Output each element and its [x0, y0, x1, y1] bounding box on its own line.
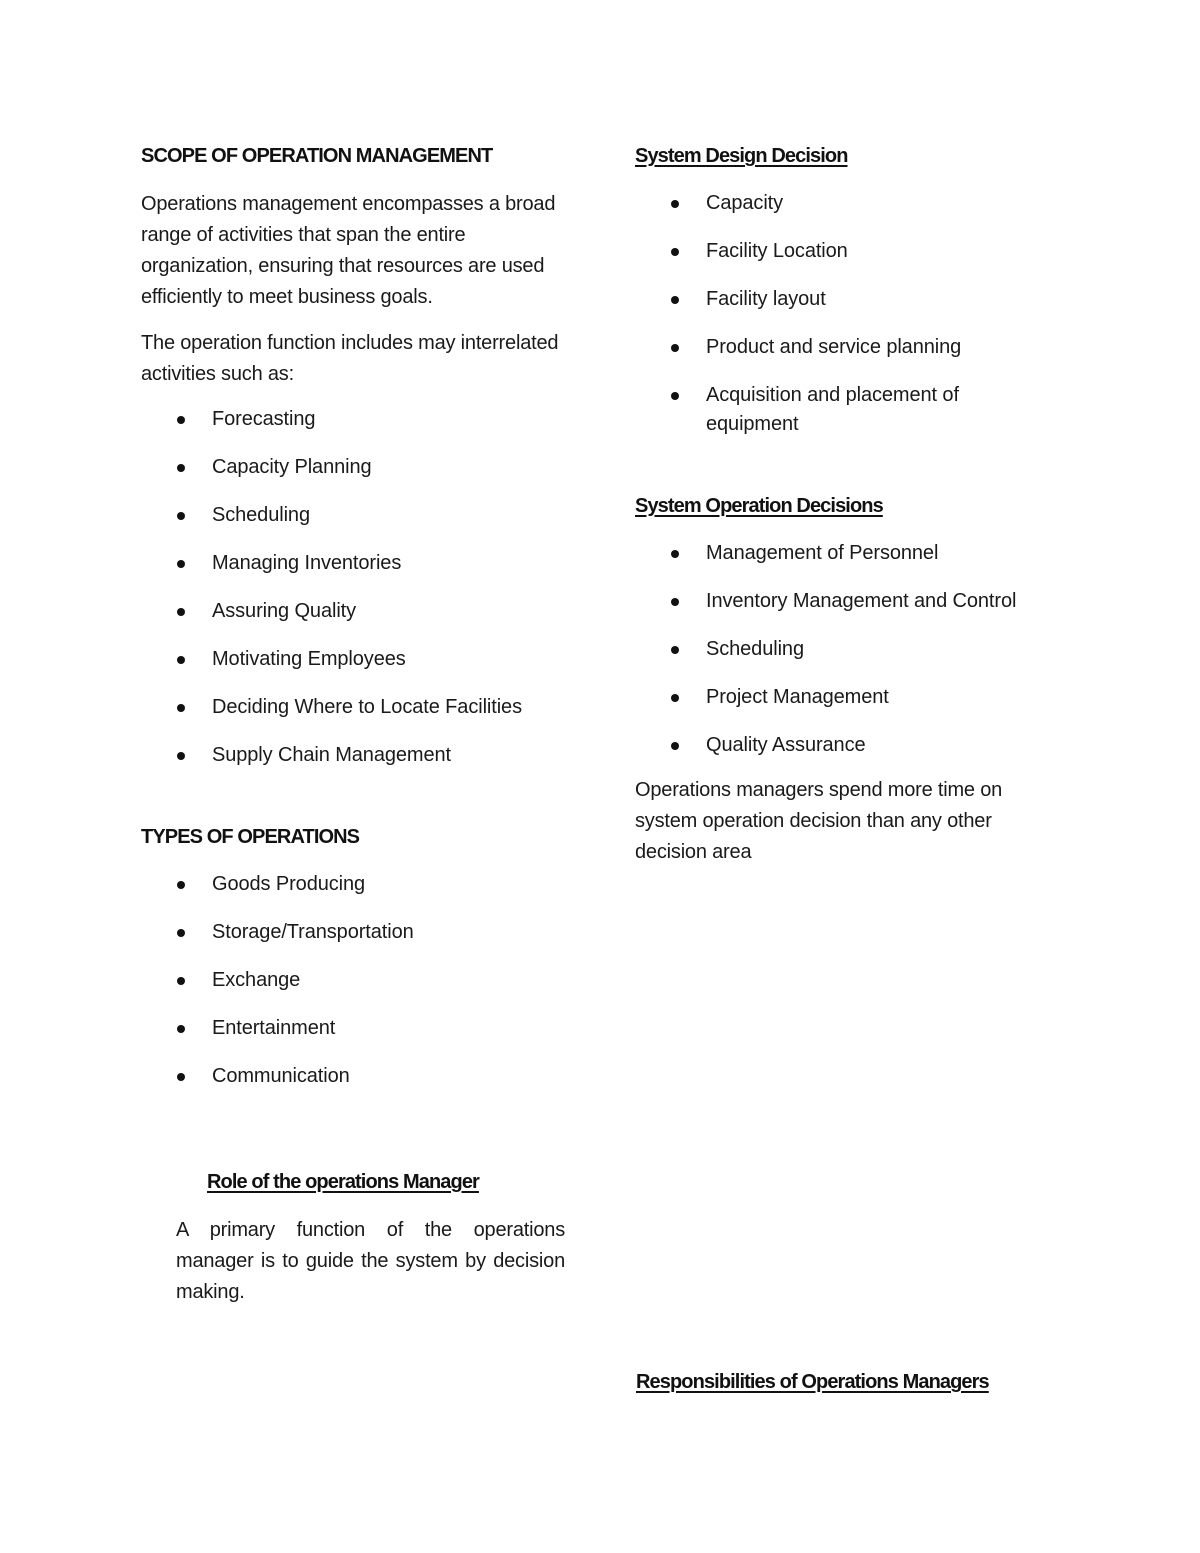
bullet-icon [671, 598, 679, 606]
bullet-icon [671, 344, 679, 352]
bullet-icon [177, 1025, 185, 1033]
design-heading: System Design Decision [635, 145, 848, 167]
bullet-icon [177, 464, 185, 472]
list-item-text: Deciding Where to Locate Facilities [212, 696, 522, 718]
list-item-text: Entertainment [212, 1017, 336, 1039]
types-heading: TYPES OF OPERATIONS [141, 826, 360, 848]
list-item [141, 501, 566, 530]
role-heading: Role of the operations Manager [207, 1171, 479, 1193]
list-item [635, 683, 1065, 712]
list-item-text: Capacity Planning [212, 456, 372, 478]
bullet-icon [177, 1073, 185, 1081]
bullet-icon [671, 646, 679, 654]
list-item [635, 635, 1065, 664]
list-item-text: Management of Personnel [706, 542, 939, 564]
operation-list [635, 539, 1065, 760]
list-item [141, 645, 566, 674]
list-item [635, 731, 1065, 760]
role-section [176, 1168, 565, 1323]
bullet-icon [671, 742, 679, 750]
bullet-icon [671, 694, 679, 702]
list-item [141, 453, 566, 482]
list-item-text: Project Management [706, 686, 889, 708]
list-item-text: Assuring Quality [212, 600, 357, 622]
bullet-icon [671, 392, 679, 400]
types-list [141, 870, 566, 1091]
list-item-text: Forecasting [212, 408, 316, 430]
bullet-icon [177, 416, 185, 424]
list-item-text: Scheduling [212, 504, 310, 526]
list-item [141, 966, 566, 995]
list-item [141, 1062, 566, 1091]
bullet-icon [177, 929, 185, 937]
list-item-text: Managing Inventories [212, 552, 402, 574]
list-item-text: Supply Chain Management [212, 744, 451, 766]
list-item-text: Exchange [212, 969, 301, 991]
list-item-text: Facility Location [706, 240, 848, 262]
list-item-text: Scheduling [706, 638, 804, 660]
list-item-text: Communication [212, 1065, 350, 1087]
list-item [635, 189, 1065, 218]
bullet-icon [671, 248, 679, 256]
list-item [141, 918, 566, 947]
list-item-text: Storage/Transportation [212, 921, 414, 943]
list-item [635, 237, 1065, 266]
activities-list [141, 405, 566, 770]
list-item [141, 597, 566, 626]
list-item-text: Motivating Employees [212, 648, 406, 670]
left-column [141, 142, 566, 1110]
bullet-icon [177, 560, 185, 568]
bullet-icon [177, 752, 185, 760]
list-item [141, 741, 566, 770]
list-item-text: Capacity [706, 192, 784, 214]
list-item-text: Facility layout [706, 288, 826, 310]
bullet-icon [177, 608, 185, 616]
list-item [635, 381, 996, 439]
design-list [635, 189, 1065, 439]
bullet-icon [177, 512, 185, 520]
role-paragraph: A primary function of the operations manager is to guide the system by decision making. [176, 1219, 565, 1303]
list-item [141, 405, 566, 434]
bullet-icon [177, 881, 185, 889]
function-paragraph: The operation function includes may interrelated activities such as: [141, 332, 559, 385]
spacer [635, 458, 1065, 492]
bullet-icon [671, 550, 679, 558]
bullet-icon [671, 296, 679, 304]
list-item-text: Goods Producing [212, 873, 366, 895]
intro-paragraph: Operations management encompasses a broad range of activities that span the entire organization, ensuring that resources are used efficiently to meet business goals. [141, 193, 556, 308]
scope-heading: SCOPE OF OPERATION MANAGEMENT [141, 145, 493, 167]
list-item [141, 870, 566, 899]
bullet-icon [177, 656, 185, 664]
bullet-icon [671, 200, 679, 208]
list-item [141, 693, 566, 722]
spacer [141, 789, 566, 823]
list-item-text: Acquisition and placement of equipment [706, 384, 959, 435]
list-item-text: Product and service planning [706, 336, 962, 358]
responsibilities-section [636, 1368, 1096, 1415]
list-item [635, 333, 1065, 362]
responsibilities-heading: Responsibilities of Operations Managers [636, 1371, 989, 1393]
list-item-text: Quality Assurance [706, 734, 866, 756]
list-item [141, 549, 566, 578]
bullet-icon [177, 704, 185, 712]
bullet-icon [177, 977, 185, 985]
list-item [635, 539, 1065, 568]
list-item [141, 1014, 566, 1043]
list-item [635, 587, 1065, 616]
operation-paragraph: Operations managers spend more time on system operation decision than any other decision area [635, 779, 1003, 863]
operation-heading: System Operation Decisions [635, 495, 883, 517]
list-item-text: Inventory Management and Control [706, 590, 1017, 612]
list-item [635, 285, 1065, 314]
right-column [635, 142, 1065, 883]
